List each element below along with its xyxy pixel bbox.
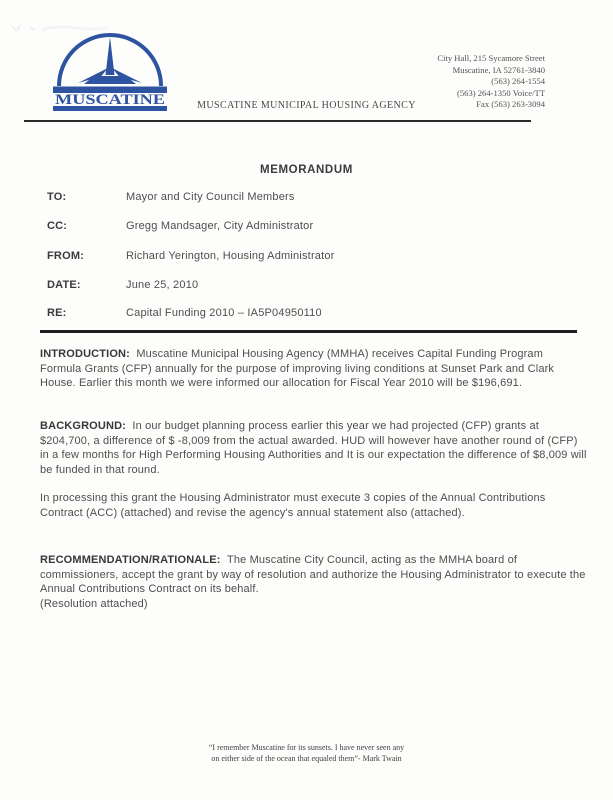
section-introduction xyxy=(40,347,562,391)
logo-wordmark: MUSCATINE xyxy=(55,92,165,108)
field-value: Capital Funding 2010 – IA5P04950110 xyxy=(126,307,322,319)
section-heading: BACKGROUND: xyxy=(40,420,133,432)
memo-field-from xyxy=(47,250,335,262)
agency-name: MUSCATINE MUNICIPAL HOUSING AGENCY xyxy=(197,100,416,111)
field-label: TO: xyxy=(47,191,67,203)
memo-field-cc xyxy=(47,220,313,232)
address-line: (563) 264-1350 Voice/TT xyxy=(457,87,545,98)
address-line: Fax (563) 263-3094 xyxy=(476,99,545,110)
address-line: City Hall, 215 Sycamore Street xyxy=(437,53,545,63)
section-text: The Muscatine City Council, acting as the MMHA board of commissioners, accept the grant by way of resolution and authorize the Housing Administrator to execute the Annual Contributions Contract on its behalf. xyxy=(40,554,586,596)
memo-divider xyxy=(40,330,577,333)
section-text: Muscatine Municipal Housing Agency (MMHA) receives Capital Funding Program Formula Grants (CFP) annually for the purpose of improving living conditions at Sunset Park and Clark House. Earlier this month we were informed our allocation for Fiscal Year 2010 will be $196,691. xyxy=(40,348,555,390)
field-label: CC: xyxy=(47,220,68,232)
quote-line: “I remember Muscatine for its sunsets. I have never seen any xyxy=(208,743,405,752)
header-divider xyxy=(24,120,531,122)
section-text: In processing this grant the Housing Administrator must execute 3 copies of the Annual Contributions Contract (ACC) (attached) and revise the agency's annual statement also (attached). xyxy=(40,492,546,519)
field-value: Richard Yerington, Housing Administrator xyxy=(126,250,335,262)
field-label: RE: xyxy=(47,307,67,319)
field-label: DATE: xyxy=(47,279,81,291)
section-background xyxy=(40,419,588,477)
memo-title: MEMORANDUM xyxy=(260,164,353,176)
field-value: Gregg Mandsager, City Administrator xyxy=(126,220,314,232)
field-value: Mayor and City Council Members xyxy=(126,191,295,203)
footer-quote xyxy=(0,743,613,764)
section-processing-note xyxy=(40,491,588,520)
memo-field-date xyxy=(47,279,198,291)
quote-line: on either side of the ocean that equaled them”- Mark Twain xyxy=(211,753,402,763)
field-label: FROM: xyxy=(47,250,85,262)
section-text: In our budget planning process earlier this year we had projected (CFP) grants at $204,700, a difference of $ -8,009 from the actual awarded. HUD will however have another round of (CFP) in a few months for High Performing Housing Authorities and It is our expectation the difference of $8,009 will be funded in that round. xyxy=(40,420,587,476)
address-line: Muscatine, IA 52761-3840 xyxy=(452,64,545,75)
memo-field-to xyxy=(47,191,295,203)
resolution-note: (Resolution attached) xyxy=(40,597,148,610)
section-recommendation xyxy=(40,553,588,611)
section-heading: INTRODUCTION: xyxy=(40,348,137,360)
address-line: (563) 264-1554 xyxy=(491,76,545,87)
memo-field-re xyxy=(47,307,322,319)
address-block xyxy=(437,53,545,111)
section-heading: RECOMMENDATION/RATIONALE: xyxy=(40,554,227,566)
field-value: June 25, 2010 xyxy=(126,279,199,291)
